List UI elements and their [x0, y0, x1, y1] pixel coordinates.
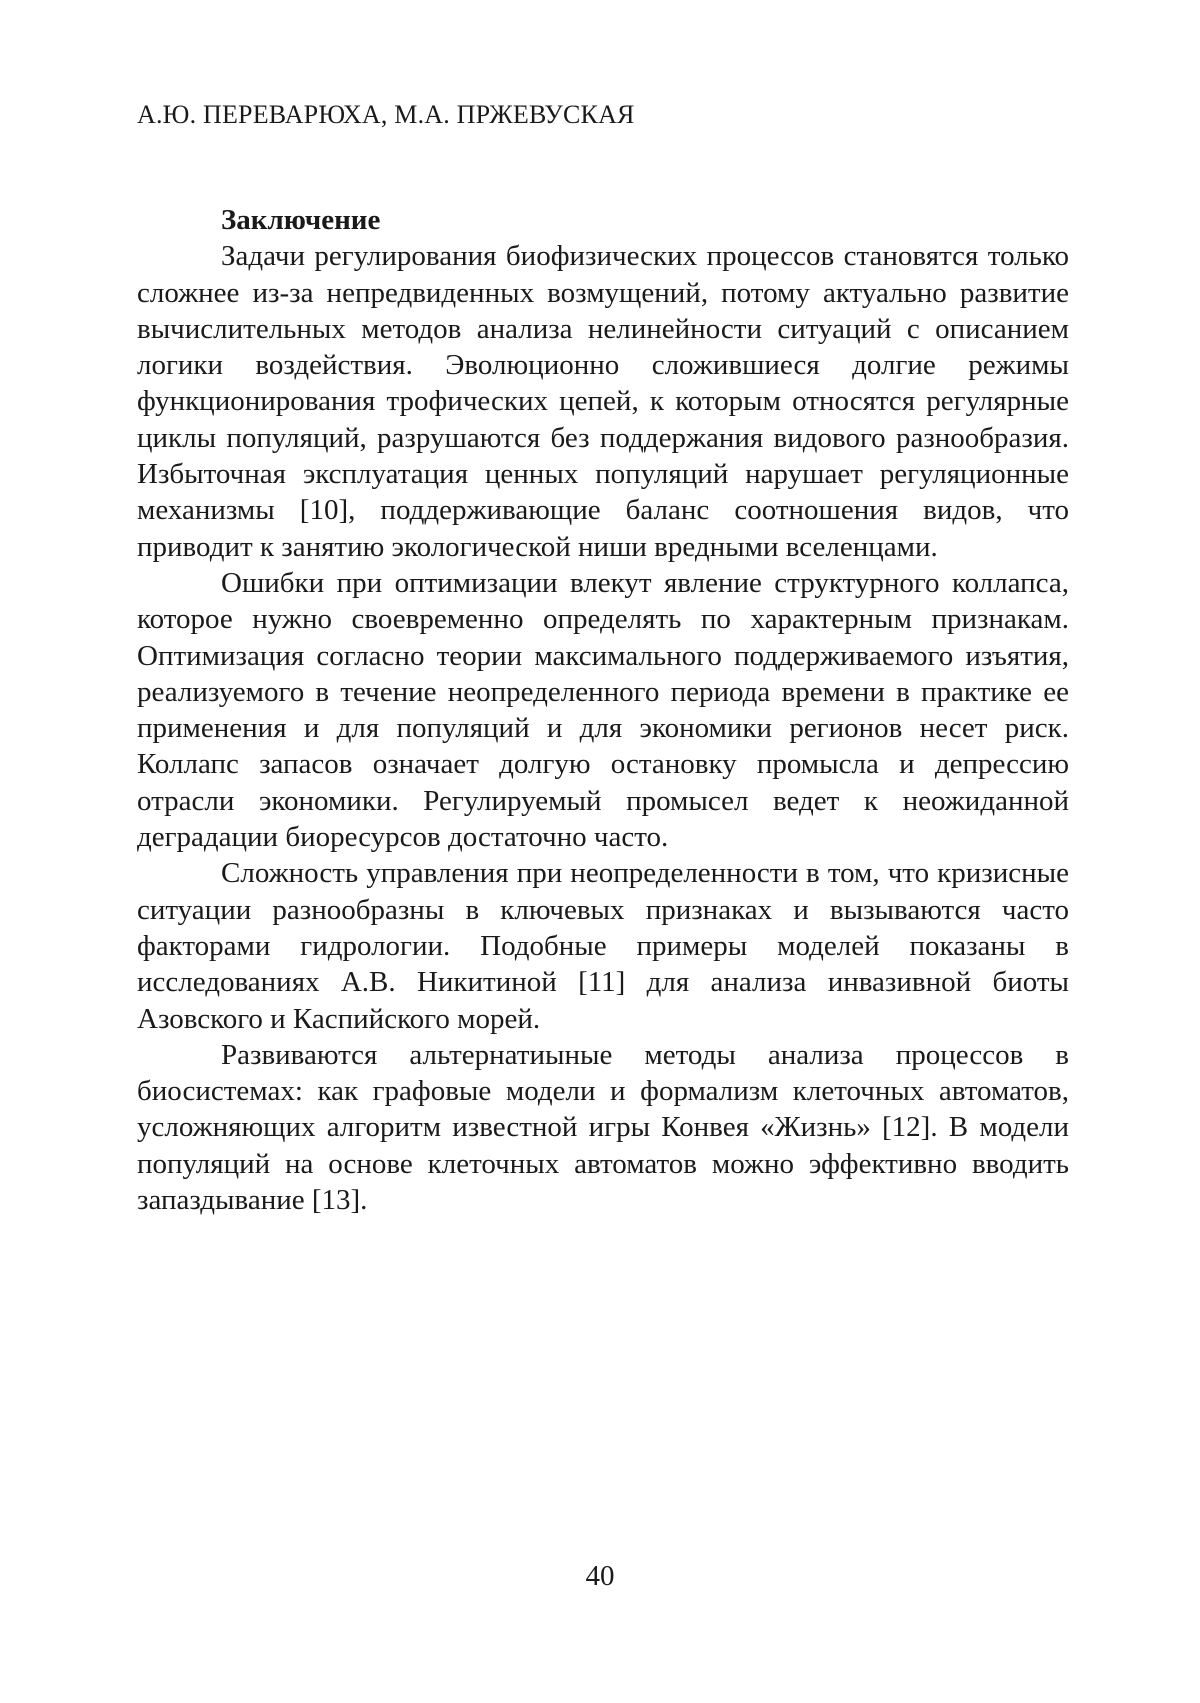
- section-heading: Заключение: [221, 204, 381, 236]
- paragraph-4: Развиваются альтернатиыные методы анализа процессов в биосистемах: как графовые модели и формализм клеточных автоматов, усложняющих алгоритм известной игры Конвея «Жизнь» [12]. В модели популяций на основе клеточных автоматов можно эффективно вводить запаздывание [13].: [137, 1038, 1069, 1217]
- page-number: 40: [585, 1560, 615, 1592]
- paragraph-2: Ошибки при оптимизации влекут явление структурного коллапса, которое нужно своевременно определять по характерным признакам. Оптимизация согласно теории максимального поддерживаемого изъятия, реализуемого в течение неопределенного периода времени в практике ее применения и для популяций и для экономики регионов несет риск. Коллапс запасов означает долгую остановку промысла и депрессию отрасли экономики. Регулируемый промысел ведет к неожиданной деградации биоресурсов достаточно часто.: [137, 566, 1069, 854]
- body-text: [137, 202, 1069, 1218]
- running-head: А.Ю. ПЕРЕВАРЮХА, М.А. ПРЖЕВУСКАЯ: [137, 100, 635, 129]
- paragraph-1: Задачи регулирования биофизических процессов становятся только сложнее из-за непредвиденных возмущений, потому актуально развитие вычислительных методов анализа нелинейности ситуаций с описанием логики воздействия. Эволюционно сложившиеся долгие режимы функционирования трофических цепей, к которым относятся регулярные циклы популяций, разрушаются без поддержания видового разнообразия. Избыточная эксплуатация ценных популяций нарушает регуляционные механизмы [10], поддерживающие баланс соотношения видов, что приводит к занятию экологической ниши вредными вселенцами.: [137, 240, 1069, 563]
- paragraph-3: Сложность управления при неопределенности в том, что кризисные ситуации разнообразны в ключевых признаках и вызываются часто факторами гидрологии. Подобные примеры моделей показаны в исследованиях А.В. Никитиной [11] для анализа инвазивной биоты Азовского и Каспийского морей.: [137, 857, 1069, 1035]
